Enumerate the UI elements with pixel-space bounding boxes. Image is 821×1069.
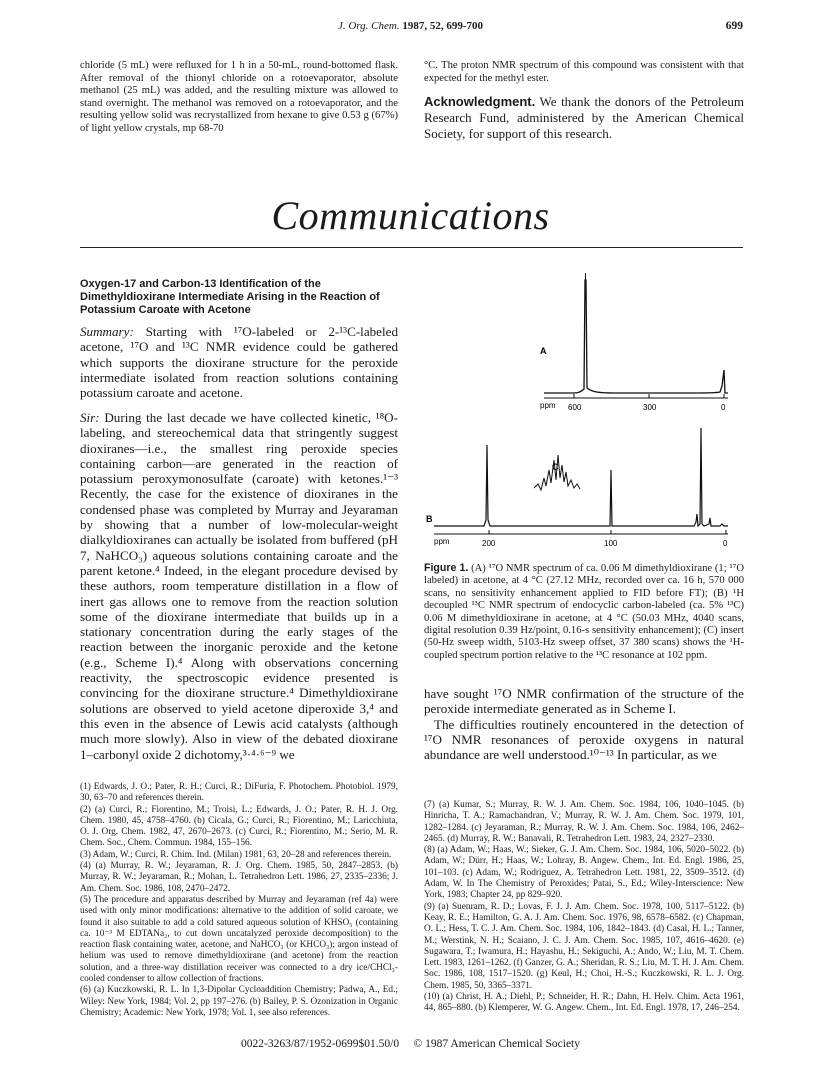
page-number: 699: [725, 20, 743, 32]
reference-item: (10) (a) Christ, H. A.; Diehl, P.; Schneider, H. R.; Dahn, H. Helv. Chim. Acta 1961, 44, 865–880. (b) Klemperer, W. G. Angew. Chem., Int. Ed. Engl. 1978, 17, 246–254.: [424, 992, 744, 1014]
axis-b-tick-0: 0: [723, 539, 728, 548]
previous-article-right: [424, 60, 744, 85]
acknowledgment-text: We thank the donors of the Petroleum Research Fund, administered by the American Chemical Society, for support of this research.: [424, 94, 745, 141]
reference-item: (6) (a) Kuczkowski, R. L. In 1,3-Dipolar Cycloaddition Chemistry; Padwa, A., Ed.; Wiley: New York, 1984; Vol. 2, pp 197–276. (b) Bailey, P. S. Ozonization in Organic Chemistry; Academic: New York, 1978; Vol. 1, see also references.: [80, 985, 398, 1018]
reference-item: (7) (a) Kumar, S.; Murray, R. W. J. Am. Chem. Soc. 1984, 106, 1040–1045. (b) Hinricha, T. A.; Ramachandran, V.; Murray, R. W. J. Am. Chem. Soc. 1979, 101, 1282–1284. (c) Jeyaraman, R.; Murray, R. W. J. Am. Chem. Soc. 1984, 106, 2462–2465. (d) Murray, R. W.; Banavali, R. Tetrahedron Lett. 1983, 24, 2327–2330.: [424, 800, 744, 844]
footer-code: 0022-3263/87/1952-0699$01.50/0: [240, 1038, 400, 1050]
main-text-right-para-1: have sought ¹⁷O NMR confirmation of the structure of the peroxide intermediate generated as in Scheme I.: [424, 686, 744, 717]
reference-item: (8) (a) Adam, W.; Haas, W.; Sieker, G. J. Am. Chem. Soc. 1984, 106, 5020–5022. (b) Adam, W.; Dürr, H.; Haas, W.; Lohray, B. Angew. Chem., Int. Ed. Engl. 1986, 25, 101–103. (c) Adam, W.; Rodriguez, A. Tetrahedron Lett. 1981, 22, 3509–3512. (d) Adam, W. In The Chemistry of Peroxides; Patai, S., Ed.; Wiley-Interscience: New York, 1983; Chapter 24, pp 829–920.: [424, 845, 744, 901]
reference-item: (2) (a) Curci, R.; Fiorentino, M.; Troisi, L.; Edwards, J. O.; Pater, R. H. J. Org. Chem. 1980, 45, 4758–4760. (b) Cicala, G.; Curci, R.; Fiorentino, M.; Laricchiuta, O. J. Org. Chem. 1982, 47, 2670–2673. (c) Curci, R.; Fiorentino, M.; Serio, M. R. Chem. Soc., Chem. Commun. 1984, 155–156.: [80, 804, 398, 849]
references-left: [80, 782, 398, 1019]
page-footer: [0, 1038, 821, 1050]
figure-caption-text: (A) ¹⁷O NMR spectrum of ca. 0.06 M dimethyldioxirane (1; ¹⁷O labeled) in acetone, at 4 °C (27.12 MHz, recorded over ca. 16 h, 570 000 scans, no sensitivity enhancement applied to FID before FT); (B) ¹H decoupled ¹³C NMR spectrum of endocyclic carbon-labeled (ca. 5% ¹³C) 0.06 M dimethyldioxirane in acetone, at 4 °C (50.03 MHz, 4040 scans, digital resolution 0.39 Hz/point, 0.16-s sensitivity enhancement); (C) insert (50-Hz sweep width, 5103-Hz sweep offset, 37 380 scans) shows the ¹H-coupled spectrum portion relative to the ¹³C resonance at 102 ppm.: [424, 563, 744, 661]
spectrum-a: [544, 273, 728, 398]
figure-caption-label: Figure 1.: [424, 562, 469, 574]
acknowledgment-label: Acknowledgment.: [424, 94, 536, 109]
reference-item: (3) Adam, W.; Curci, R. Chim. Ind. (Milan) 1981, 63, 20–28 and references therein.: [80, 849, 392, 860]
axis-b-unit: ppm: [434, 537, 450, 546]
reference-item: (1) Edwards, J. O.; Pater, R. H.; Curci, R.; DiFuria, F. Photochem. Photobiol. 1979, 30, 63–70 and references therein.: [80, 782, 398, 804]
axis-b-tick-100: 100: [604, 539, 618, 548]
axis-a-unit: ppm: [540, 401, 556, 410]
spectrum-b: [434, 428, 728, 534]
summary-label: Summary:: [80, 324, 134, 339]
article-title: Oxygen-17 and Carbon-13 Identification of the Dimethyldioxirane Intermediate Arising in the Reaction of Potassium Caroate with Acetone: [80, 278, 380, 316]
sir-text: During the last decade we have collected kinetic, ¹⁸O-labeling, and stereochemical data that stringently suggest dioxiranes—i.e., the smallest ring peroxide species containing carbon—are generated in the reaction of potassium peroxymonosulfate (caroate) with ketones.¹⁻³ Recently, the case for the existence of dioxiranes in the condensed phase was completed by Murray and Jeyaraman by showing that a number of low-molecular-weight dialkyldioxiranes can actually be isolated from buffered (pH 7, NaHCO₃) aqueous solutions containing caroate and the parent ketone.⁴ Indeed, in the elegant procedure devised by these authors, room temperature distillation in a flow of inert gas allows one to remove from the reaction solution some of the dioxirane intermediate that builds up in a stationary concentration during the early stages of the reaction between the inorganic peroxide and the ketone (e.g., Scheme I).⁴ Along with observations concerning reactivity, the spectroscopic evidence presented is convincing for the dioxirane structure.⁴ Dimethyldioxirane solutions are observed to yield acetone diperoxide 3,⁴ and this even in the absence of Lewis acid catalysts (although much more slowly). Also in view of the debated dioxirane 1–carbonyl oxide 2 dichotomy,³·⁴·⁶⁻⁹ we: [80, 410, 398, 762]
figure-1: [424, 270, 746, 555]
previous-article-left-text: chloride (5 mL) were refluxed for 1 h in a 50-mL, round-bottomed flask. After removal of the thionyl chloride on a rotoevaporator, absolute methanol (25 mL) was added, and the resulting mixture was allowed to stand overnight. The methanol was removed on a rotoevaporator, and the resulting yellow solid was recrystallized from hexane to give 0.53 g (67%) of light yellow crystals, mp 68-70: [80, 60, 398, 134]
panel-a-label: A: [540, 346, 547, 356]
figure-caption: [424, 562, 744, 662]
summary: [80, 324, 398, 400]
summary-text: Starting with ¹⁷O-labeled or 2-¹³C-labeled acetone, ¹⁷O and ¹³C NMR evidence could be gathered which supports the dioxirane structure for the peroxide intermediate isolated from reaction solutions containing potassium caroate and acetone.: [80, 324, 398, 401]
journal-citation: 1987, 52, 699-700: [402, 20, 484, 32]
sir-label: Sir:: [80, 410, 100, 425]
footer-copyright: © 1987 American Chemical Society: [413, 1038, 580, 1050]
section-title: Communications: [271, 193, 550, 238]
spectrum-c-insert: [534, 455, 580, 490]
main-text-left: [80, 410, 398, 762]
axis-a-tick-600: 600: [568, 403, 582, 412]
previous-article-right-text: °C. The proton NMR spectrum of this compound was consistent with that expected for the methyl ester.: [424, 60, 744, 84]
main-text-right-para-2: The difficulties routinely encountered in the detection of ¹⁷O NMR resonances of peroxide oxygens in natural abundance are well understood.¹⁰⁻¹³ In particular, as we: [424, 716, 744, 763]
panel-c-label: C: [552, 462, 559, 472]
section-rule: [80, 247, 743, 248]
previous-article-left: [80, 60, 398, 135]
reference-item: (5) The procedure and apparatus described by Murray and Jeyaraman (ref 4a) were used with only minor modifications: alternative to the addition of solid caroate, we found it also suitable to add a cold satured aqueous solution of KHSO₅ (containing ca. 10⁻³ M EDTANa₂, to cut down uncatalyzed peroxide decomposition) to the reaction flask containing water, acetone, and NaHCO₃ (or KHCO₃); argon instead of helium was used to remove dimethyldioxirane (and acetone) from the reaction solution, and a three-way distillation receiver was connected to a dry ice/CHCl₃-cooled condenser to allow collection of fractions.: [80, 894, 398, 985]
references-right: [424, 800, 744, 1015]
main-text-right: [424, 686, 744, 762]
acknowledgment: [424, 94, 744, 142]
reference-item: (4) (a) Murray, R. W.; Jeyaraman, R. J. Org. Chem. 1985, 50, 2847–2853. (b) Murray, R. W.; Jeyaraman, R.; Mohan, L. Tetrahedron Lett. 1986, 27, 2335–2336; J. Am. Chem. Soc. 1986, 108, 2470–2472.: [80, 861, 398, 894]
axis-a-tick-0: 0: [721, 403, 726, 412]
nmr-spectra: [424, 270, 746, 555]
axis-b-tick-200: 200: [482, 539, 496, 548]
running-head: [0, 20, 821, 32]
reference-item: (9) (a) Suenram, R. D.; Lovas, F. J. J. Am. Chem. Soc. 1978, 100, 5117–5122. (b) Keay, R. E.; Hamilton, G. A. J. Am. Chem. Soc. 1976, 98, 6578–6582. (c) Chapman, O. L.; Hess, T. C. J. Am. Chem. Soc. 1984, 106, 1842–1843. (d) Casal, H. L.; Tanner, M.; Werstink, N. H.; Scaiano, J. C. J. Am. Chem. Soc. 1985, 107, 4616–4620. (e) Sugawara, T.; Iwamura, H.; Hayashu, H.; Sekiguchi, A.; Ando, W.; Liu, M. T. Chem. Lett. 1983, 1261–1262. (f) Ganzer, G. A.; Sheridan, R. S.; Liu, M. T. H. J. Am. Chem. Soc. 1986, 108, 1517–1520. (g) Keul, H.; Choi, H.-S.; Kuczkowski, R. L. J. Org. Chem. 1985, 50, 3365–3371.: [424, 901, 744, 991]
journal-name: J. Org. Chem.: [337, 20, 400, 32]
panel-b-label: B: [426, 514, 433, 524]
axis-a-tick-300: 300: [643, 403, 657, 412]
